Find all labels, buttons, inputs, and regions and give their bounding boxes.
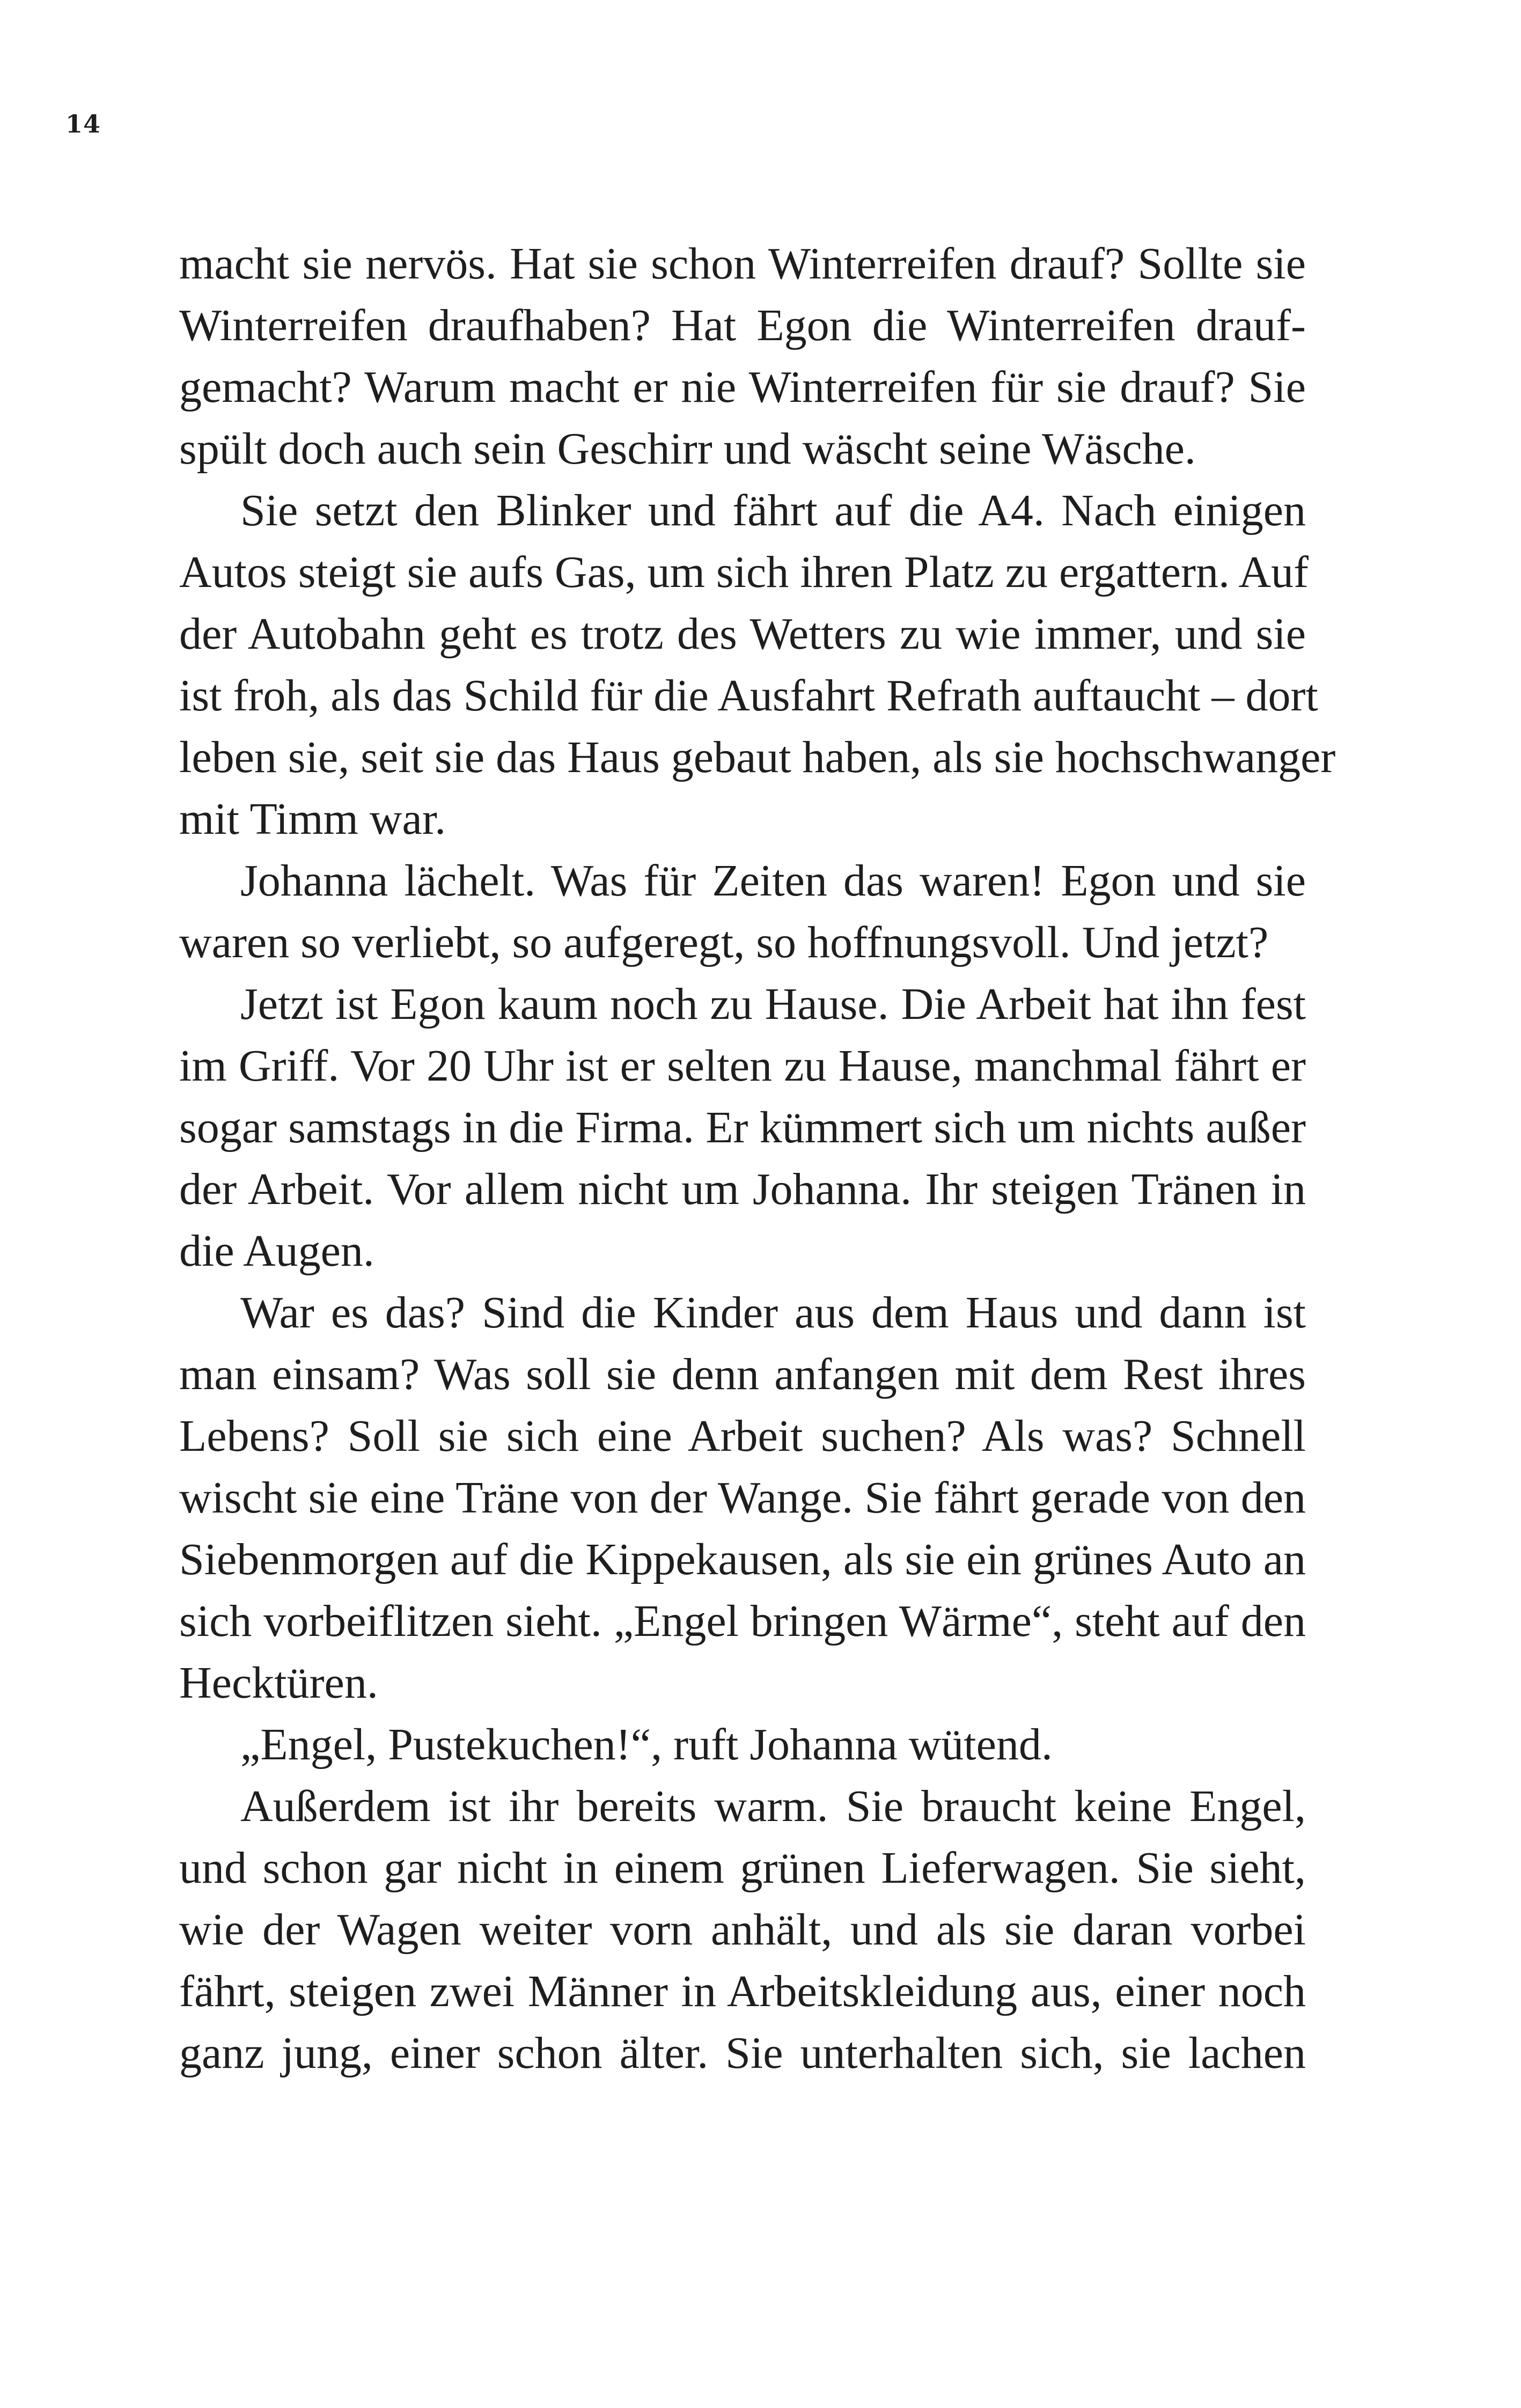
text-line: waren so verliebt, so aufgeregt, so hoffnungsvoll. Und jetzt? bbox=[179, 917, 1269, 967]
text-line: sogar samstags in die Firma. Er kümmert sich um nichts außer bbox=[179, 1103, 1306, 1152]
text-line: im Griff. Vor 20 Uhr ist er selten zu Hause, manchmal fährt er bbox=[179, 1041, 1306, 1091]
text-line: der Arbeit. Vor allem nicht um Johanna. Ihr steigen Tränen in bbox=[179, 1164, 1306, 1214]
text-line: Autos steigt sie aufs Gas, um sich ihren Platz zu ergattern. Auf bbox=[179, 547, 1309, 597]
text-line: sich vorbeiflitzen sieht. „Engel bringen Wärme“, steht auf den bbox=[179, 1596, 1306, 1646]
text-line: ganz jung, einer schon älter. Sie unterhalten sich, sie lachen bbox=[179, 2028, 1306, 2078]
text-line: wischt sie eine Träne von der Wange. Sie fährt gerade von den bbox=[179, 1473, 1306, 1523]
text-line: mit Timm war. bbox=[179, 794, 446, 844]
text-line: Johanna lächelt. Was für Zeiten das waren! Egon und sie bbox=[240, 856, 1306, 906]
text-line: wie der Wagen weiter vorn anhält, und als sie daran vorbei bbox=[179, 1905, 1306, 1955]
text-line: der Autobahn geht es trotz des Wetters zu wie immer, und sie bbox=[179, 609, 1306, 659]
text-line: War es das? Sind die Kinder aus dem Haus und dann ist bbox=[240, 1288, 1306, 1338]
text-line: die Augen. bbox=[179, 1226, 374, 1276]
text-line: „Engel, Pustekuchen!“, ruft Johanna wütend. bbox=[240, 1720, 1053, 1770]
text-line: man einsam? Was soll sie denn anfangen mit dem Rest ihres bbox=[179, 1349, 1306, 1399]
text-line: Hecktüren. bbox=[179, 1658, 378, 1708]
text-line: leben sie, seit sie das Haus gebaut haben, als sie hochschwanger bbox=[179, 732, 1336, 782]
text-line: macht sie nervös. Hat sie schon Winterreifen drauf? Sollte sie bbox=[179, 239, 1306, 289]
page-number: 14 bbox=[65, 109, 101, 138]
text-line: spült doch auch sein Geschirr und wäscht seine Wäsche. bbox=[179, 424, 1196, 474]
text-line: und schon gar nicht in einem grünen Lieferwagen. Sie sieht, bbox=[179, 1843, 1306, 1893]
text-line: Sie setzt den Blinker und fährt auf die A4. Nach einigen bbox=[240, 486, 1306, 535]
text-line: Winterreifen draufhaben? Hat Egon die Winterreifen drauf- bbox=[179, 300, 1306, 350]
text-line: Lebens? Soll sie sich eine Arbeit suchen? Als was? Schnell bbox=[179, 1411, 1306, 1461]
text-line: fährt, steigen zwei Männer in Arbeitskleidung aus, einer noch bbox=[179, 1966, 1306, 2016]
text-line: gemacht? Warum macht er nie Winterreifen für sie drauf? Sie bbox=[179, 362, 1306, 412]
text-line: Siebenmorgen auf die Kippekausen, als sie ein grünes Auto an bbox=[179, 1535, 1306, 1584]
body-text bbox=[179, 233, 1336, 2084]
text-line: Außerdem ist ihr bereits warm. Sie braucht keine Engel, bbox=[240, 1781, 1306, 1831]
text-line: Jetzt ist Egon kaum noch zu Hause. Die Arbeit hat ihn fest bbox=[240, 979, 1306, 1029]
text-line: ist froh, als das Schild für die Ausfahrt Refrath auftaucht – dort bbox=[179, 671, 1318, 721]
